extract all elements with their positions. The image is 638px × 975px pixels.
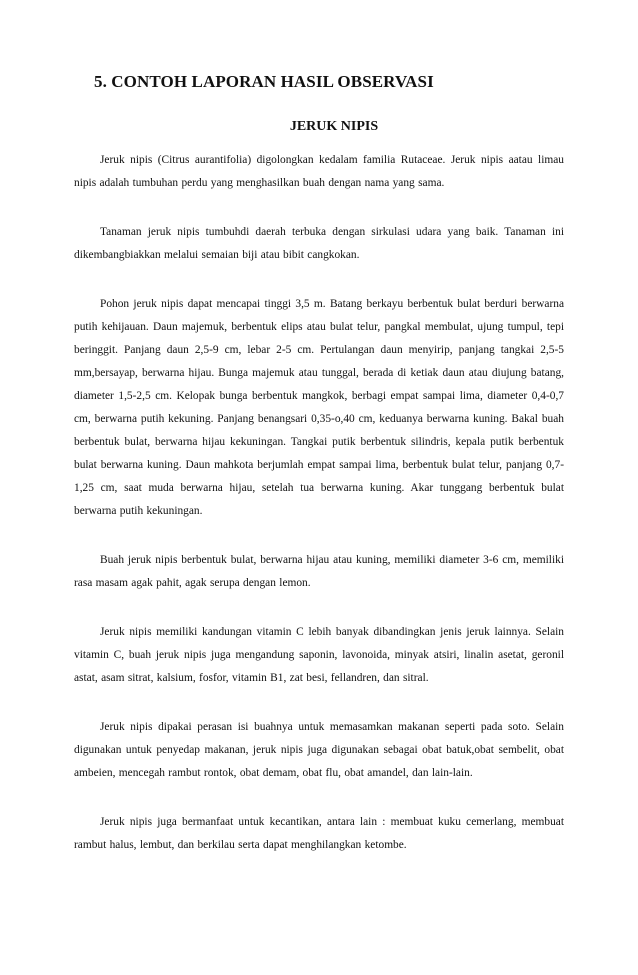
section-heading: 5. CONTOH LAPORAN HASIL OBSERVASI bbox=[94, 72, 434, 91]
report-title: JERUK NIPIS bbox=[289, 119, 379, 134]
paragraph-habitat: Tanaman jeruk nipis tumbuhdi daerah terbuka dengan sirkulasi udara yang baik. Tanaman ini dikembangbiakkan melalui semaian biji atau bibit cangkokan. bbox=[74, 226, 564, 261]
paragraph-uses: Jeruk nipis dipakai perasan isi buahnya untuk memasamkan makanan seperti pada soto. Selain digunakan untuk penyedap makanan, jeruk nipis juga digunakan sebagai obat batuk,obat sembelit, obat ambeien, mencegah rambut rontok, obat demam, obat flu, obat amandel, dan lain-lain. bbox=[74, 721, 564, 779]
paragraph-morphology: Pohon jeruk nipis dapat mencapai tinggi 3,5 m. Batang berkayu berbentuk bulat berduri berwarna putih kehijauan. Daun majemuk, berbentuk elips atau bulat telur, pangkal membulat, ujung tumpul, tepi beringgit. Panjang daun 2,5-9 cm, lebar 2-5 cm. Pertulangan daun menyirip, panjang tangkai 2,5-5 mm,bersayap, berwarna hijau. Bunga majemuk atau tunggal, berada di ketiak daun atau diujung batang, diameter 1,5-2,5 cm. Kelopak bunga berbentuk mangkok, berbagi empat sampai lima, diameter 0,4-0,7 cm, berwarna putih kekuning. Panjang benangsari 0,35-o,40 cm, keduanya berwarna kuning. Bakal buah berbentuk bulat, berwarna hijau kekuningan. Tangkai putik berbentuk silindris, kepala putik berbentuk bulat berwarna kuning. Daun mahkota berjumlah empat sampai lima, berbentuk bulat telur, panjang 0,7-1,25 cm, saat muda berwarna hijau, setelah tua berwarna kuning. Akar tunggang berbentuk bulat berwarna putih kekuningan. bbox=[74, 298, 564, 517]
paragraph-classification: Jeruk nipis (Citrus aurantifolia) digolongkan kedalam familia Rutaceae. Jeruk nipis aatau limau nipis adalah tumbuhan perdu yang menghasilkan buah dengan nama yang sama. bbox=[74, 154, 564, 189]
paragraph-content: Jeruk nipis memiliki kandungan vitamin C lebih banyak dibandingkan jenis jeruk lainnya. Selain vitamin C, buah jeruk nipis juga mengandung saponin, lavonoida, minyak atsiri, linalin asetat, geronil astat, asam sitrat, kalsium, fosfor, vitamin B1, zat besi, fellandren, dan sitral. bbox=[74, 626, 564, 684]
paragraph-fruit: Buah jeruk nipis berbentuk bulat, berwarna hijau atau kuning, memiliki diameter 3-6 cm, memiliki rasa masam agak pahit, agak serupa dengan lemon. bbox=[74, 554, 564, 589]
paragraph-beauty: Jeruk nipis juga bermanfaat untuk kecantikan, antara lain : membuat kuku cemerlang, membuat rambut halus, lembut, dan berkilau serta dapat menghilangkan ketombe. bbox=[74, 816, 564, 851]
report-body bbox=[74, 149, 564, 883]
